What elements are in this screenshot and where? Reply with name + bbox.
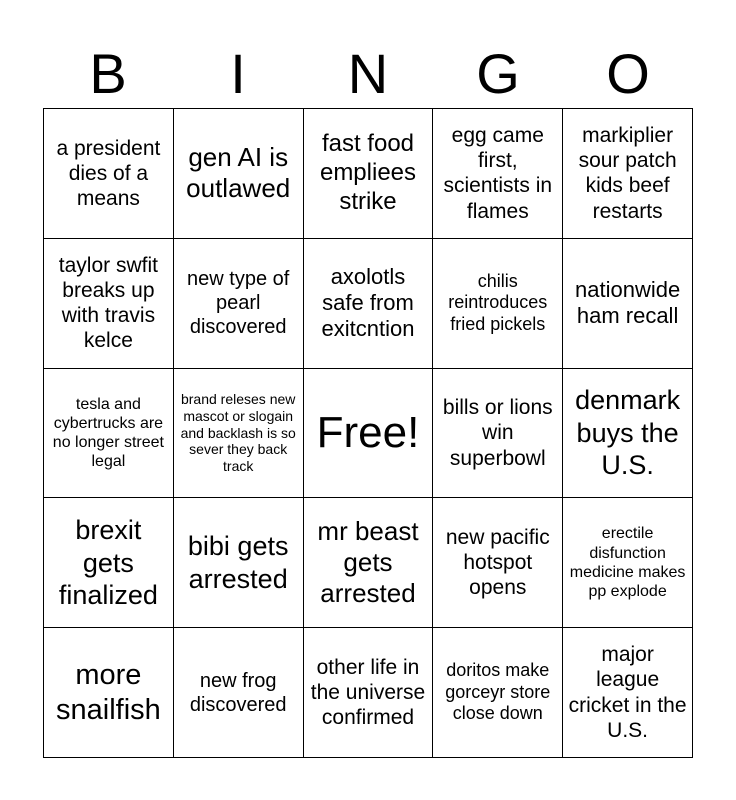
- cell-text: more snailfish: [56, 658, 161, 726]
- cell-text: nationwide ham recall: [575, 276, 681, 329]
- cell-text: axolotls safe from exitcntion: [321, 263, 415, 342]
- bingo-cell-r2-c2[interactable]: [174, 239, 304, 369]
- cell-text: mr beast gets arrested: [317, 516, 419, 609]
- cell-text: egg came first, scientists in flames: [443, 124, 553, 223]
- bingo-cell-r1-c2[interactable]: [174, 109, 304, 239]
- bingo-cell-r4-c5[interactable]: [563, 498, 693, 628]
- header-letter-g: G: [476, 42, 520, 105]
- bingo-header: [43, 40, 693, 108]
- bingo-cell-r2-c1[interactable]: [44, 239, 174, 369]
- header-letter-b: B: [89, 42, 127, 105]
- bingo-cell-r2-c5[interactable]: [563, 239, 693, 369]
- cell-text: other life in the universe confirmed: [310, 655, 426, 730]
- bingo-cell-r5-c2[interactable]: [174, 628, 304, 758]
- bingo-cell-r3-c2[interactable]: [174, 369, 304, 499]
- cell-text: new frog discovered: [189, 669, 287, 716]
- cell-text: denmark buys the U.S.: [575, 385, 681, 481]
- bingo-cell-r3-c1[interactable]: [44, 369, 174, 499]
- header-letter-n: N: [347, 42, 389, 105]
- cell-text: a president dies of a means: [56, 136, 161, 210]
- bingo-cell-r4-c2[interactable]: [174, 498, 304, 628]
- bingo-cell-free[interactable]: [304, 369, 434, 499]
- bingo-cell-r5-c5[interactable]: [563, 628, 693, 758]
- cell-text: taylor swfit breaks up with travis kelce: [58, 253, 158, 353]
- header-letter-o: O: [606, 42, 650, 105]
- cell-text: new pacific hotspot opens: [445, 526, 550, 600]
- cell-text: brexit gets finalized: [58, 515, 158, 610]
- cell-text: markiplier sour patch kids beef restarts: [578, 124, 677, 223]
- bingo-cell-r5-c1[interactable]: [44, 628, 174, 758]
- cell-text: chilis reintroduces fried pickels: [448, 270, 548, 334]
- cell-text: erectile disfunction medicine makes pp explode: [569, 525, 686, 600]
- bingo-cell-r3-c4[interactable]: [433, 369, 563, 499]
- bingo-cell-r5-c3[interactable]: [304, 628, 434, 758]
- bingo-cell-r2-c3[interactable]: [304, 239, 434, 369]
- bingo-cell-r1-c1[interactable]: [44, 109, 174, 239]
- cell-text: new type of pearl discovered: [187, 268, 290, 339]
- header-letter-i: I: [230, 42, 246, 105]
- bingo-card-grid: [43, 108, 693, 758]
- bingo-cell-r4-c4[interactable]: [433, 498, 563, 628]
- cell-text: fast food empliees strike: [319, 130, 417, 215]
- cell-text: bills or lions win superbowl: [442, 396, 553, 470]
- cell-text: doritos make gorceyr store close down: [445, 660, 551, 724]
- bingo-cell-r1-c5[interactable]: [563, 109, 693, 239]
- bingo-cell-r3-c5[interactable]: [563, 369, 693, 499]
- bingo-cell-r1-c3[interactable]: [304, 109, 434, 239]
- bingo-cell-r1-c4[interactable]: [433, 109, 563, 239]
- cell-text: brand releses new mascot or slogain and backlash is so sever they back track: [180, 391, 296, 475]
- bingo-cell-r2-c4[interactable]: [433, 239, 563, 369]
- cell-text: major league cricket in the U.S.: [568, 643, 687, 742]
- free-space-text: Free!: [316, 407, 420, 457]
- cell-text: bibi gets arrested: [187, 531, 289, 594]
- cell-text: tesla and cybertrucks are no longer street legal: [52, 395, 164, 471]
- bingo-cell-r4-c3[interactable]: [304, 498, 434, 628]
- bingo-cell-r4-c1[interactable]: [44, 498, 174, 628]
- bingo-cell-r5-c4[interactable]: [433, 628, 563, 758]
- cell-text: gen AI is outlawed: [186, 142, 291, 204]
